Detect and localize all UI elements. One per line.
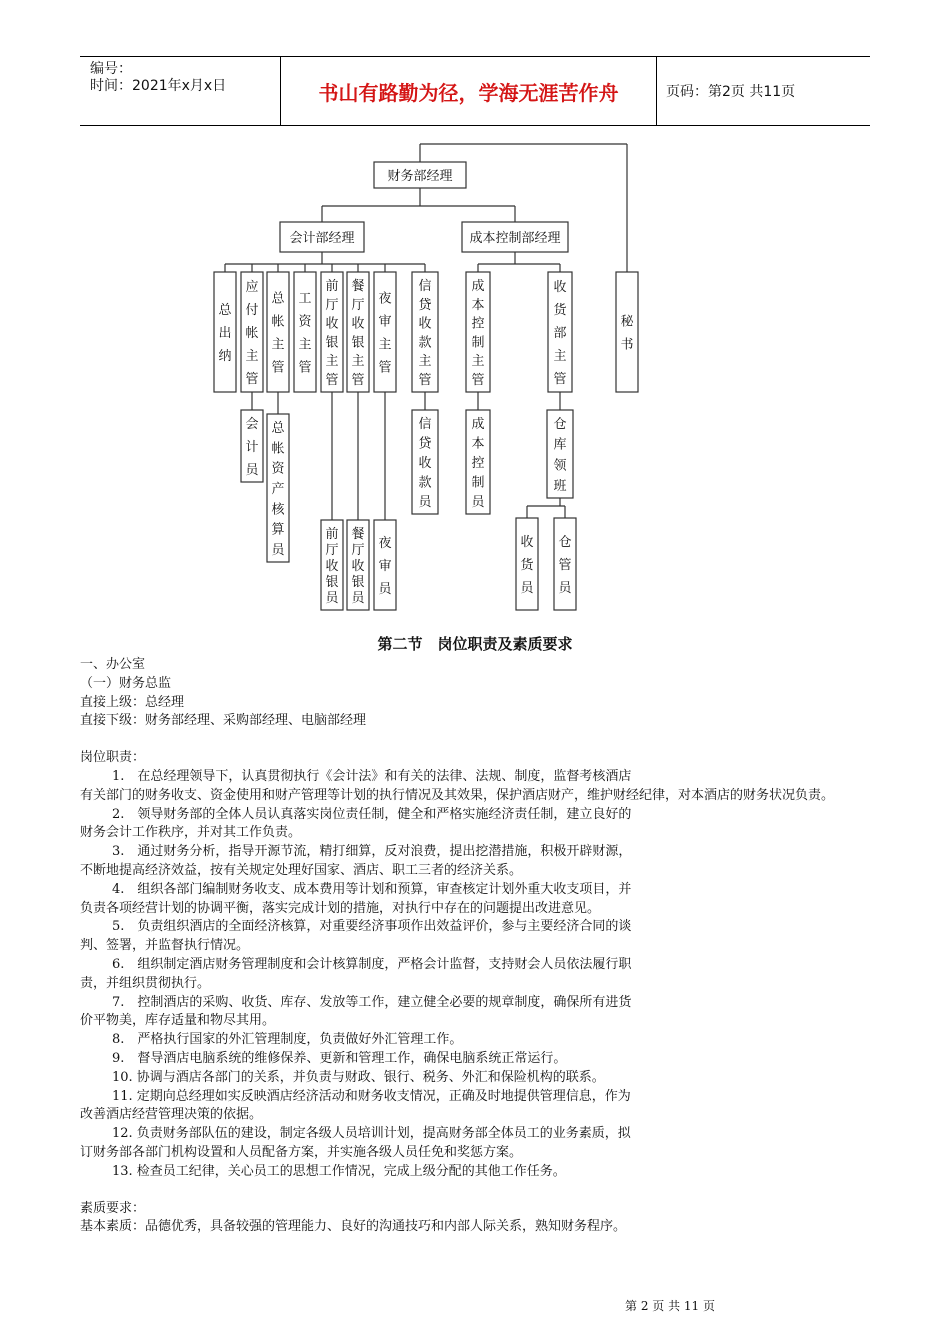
svg-text:员: 员 (418, 495, 432, 510)
svg-text:书: 书 (620, 337, 634, 353)
org-box-accounting-unit (241, 272, 263, 392)
duty-item-continuation: 责，并组织贯彻执行。 (80, 975, 211, 991)
duty-item: 9. 督导酒店电脑系统的维修保养、更新和管理工作，确保电脑系统正常运行。 (112, 1050, 567, 1066)
svg-text:银: 银 (325, 575, 339, 590)
duty-item-continuation: 不断地提高经济效益，按有关规定处理好国家、酒店、职工三者的经济关系。 (80, 862, 523, 878)
org-box-cost-manager (462, 222, 568, 252)
svg-text:员: 员 (520, 581, 534, 596)
org-box-accounting-unit (214, 272, 236, 392)
svg-text:产: 产 (271, 482, 285, 497)
svg-text:员: 员 (471, 495, 485, 510)
svg-text:帐: 帐 (271, 441, 285, 457)
svg-text:主: 主 (553, 349, 567, 364)
svg-text:主: 主 (325, 354, 339, 370)
svg-text:成本控制部经理: 成本控制部经理 (469, 231, 561, 246)
svg-text:主: 主 (418, 354, 432, 370)
org-box-accounting-unit (267, 272, 289, 392)
duty-item: 11. 定期向总经理如实反映酒店经济活动和财务收支情况，正确及时地提供管理信息，作为 (112, 1088, 631, 1104)
svg-text:货: 货 (520, 558, 534, 573)
svg-text:管: 管 (418, 373, 432, 388)
svg-text:厅: 厅 (325, 297, 339, 313)
basic-quality: 基本素质：品德优秀，具备较强的管理能力、良好的沟通技巧和内部人际关系，熟知财务程序。 (80, 1219, 627, 1235)
svg-text:控: 控 (471, 456, 485, 471)
duty-item: 13. 检查员工纪律，关心员工的思想工作情况，完成上级分配的其他工作任务。 (112, 1163, 566, 1179)
org-box-staff (412, 410, 438, 514)
duties-heading: 岗位职责： (80, 750, 146, 766)
svg-text:制: 制 (471, 335, 485, 351)
svg-text:餐: 餐 (351, 527, 365, 542)
duty-item-continuation: 订财务部各部门机构设置和人员配备方案，并实施各级人员任免和奖惩方案。 (80, 1144, 523, 1160)
org-box-staff (547, 410, 573, 498)
svg-text:成: 成 (471, 279, 485, 294)
duty-item: 2. 领导财务部的全体人员认真落实岗位责任制，健全和严格实施经济责任制，建立良好的 (112, 806, 632, 822)
svg-text:前: 前 (325, 527, 339, 542)
svg-text:帐: 帐 (245, 326, 259, 341)
duty-item-continuation: 判、签署，并监督执行情况。 (80, 938, 250, 954)
quality-heading: 素质要求： (80, 1200, 146, 1216)
duty-item-continuation: 改善酒店经营管理决策的依据。 (80, 1107, 263, 1123)
svg-text:款: 款 (418, 475, 432, 491)
direct-superior: 直接上级：总经理 (80, 694, 185, 710)
duty-item: 1. 在总经理领导下，认真贯彻执行《会计法》和有关的法律、法规、制度，监督考核酒店 (112, 768, 632, 784)
duty-item: 5. 负责组织酒店的全面经济核算，对重要经济事项作出效益评价，参与主要经济合同的谈 (112, 919, 632, 935)
position-title: （一）财务总监 (80, 675, 172, 691)
svg-text:收: 收 (418, 456, 432, 471)
org-box-cost-unit (548, 272, 572, 392)
svg-text:信: 信 (418, 279, 432, 294)
svg-text:秘: 秘 (620, 314, 634, 330)
duty-item: 10. 协调与酒店各部门的关系，并负责与财政、银行、税务、外汇和保险机构的联系。 (112, 1069, 605, 1085)
header-page-label: 页码：第2页 共11页 (666, 84, 796, 100)
org-box-accounting-unit (374, 272, 396, 392)
svg-text:管: 管 (471, 373, 485, 388)
svg-text:审: 审 (378, 314, 392, 330)
org-box-staff (374, 520, 396, 610)
svg-text:帐: 帐 (271, 314, 285, 330)
svg-text:制: 制 (471, 475, 485, 491)
svg-text:收: 收 (418, 316, 432, 332)
svg-text:领: 领 (553, 458, 567, 474)
svg-text:管: 管 (298, 360, 312, 376)
svg-text:控: 控 (471, 316, 485, 332)
svg-text:仓: 仓 (558, 535, 572, 550)
svg-text:财务部经理: 财务部经理 (387, 169, 453, 184)
org-boxes (214, 162, 638, 610)
svg-text:主: 主 (378, 337, 392, 353)
direct-subordinates: 直接下级：财务部经理、采购部经理、电脑部经理 (80, 713, 367, 729)
duty-item: 8. 严格执行国家的外汇管理制度，负责做好外汇管理工作。 (112, 1032, 463, 1048)
svg-text:管: 管 (271, 360, 285, 376)
svg-text:款: 款 (418, 335, 432, 351)
svg-text:收: 收 (553, 280, 567, 295)
svg-text:夜: 夜 (378, 291, 392, 307)
org-box-secretary (616, 272, 638, 392)
org-box-staff (466, 410, 490, 514)
header-meta (80, 57, 290, 129)
svg-text:管: 管 (245, 372, 259, 387)
svg-text:纳: 纳 (218, 349, 232, 364)
duties-list (80, 768, 870, 1182)
svg-text:主: 主 (271, 337, 285, 353)
org-box-cost-unit (466, 272, 490, 392)
svg-text:主: 主 (245, 349, 259, 364)
svg-text:本: 本 (471, 436, 485, 452)
svg-text:算: 算 (271, 522, 285, 538)
document-number-label: 编号： (90, 61, 132, 77)
org-box-accounting-manager (280, 222, 364, 252)
svg-text:贷: 贷 (418, 436, 432, 452)
duty-item-continuation: 有关部门的财务收支、资金使用和财产管理等计划的执行情况及其效果，保护酒店财产，维护财经纪律，对本酒店的财务状况负责。 (80, 787, 835, 803)
svg-text:应: 应 (245, 280, 259, 295)
svg-text:收: 收 (351, 316, 365, 332)
duty-item: 12. 负责财务部队伍的建设，制定各级人员培训计划，提高财务部全体员工的业务素质，拟 (112, 1126, 631, 1142)
svg-text:总: 总 (271, 421, 285, 436)
svg-text:部: 部 (553, 326, 567, 341)
svg-text:收: 收 (325, 316, 339, 332)
org-box-staff (267, 414, 289, 562)
svg-text:主: 主 (298, 337, 312, 353)
svg-text:计: 计 (245, 440, 259, 455)
svg-text:付: 付 (245, 303, 259, 318)
svg-text:总: 总 (271, 291, 285, 307)
svg-text:管: 管 (351, 373, 365, 388)
svg-text:审: 审 (378, 559, 392, 574)
org-box-staff (516, 518, 538, 610)
duty-item-continuation: 价平物美，库存适量和物尽其用。 (80, 1013, 276, 1029)
svg-text:资: 资 (298, 314, 312, 330)
svg-text:前: 前 (325, 279, 339, 294)
svg-text:收: 收 (351, 559, 365, 574)
org-box-root (374, 162, 466, 188)
svg-text:员: 员 (245, 463, 259, 478)
svg-text:员: 员 (558, 581, 572, 596)
svg-text:夜: 夜 (378, 536, 392, 551)
svg-text:会计部经理: 会计部经理 (289, 231, 355, 246)
svg-text:资: 资 (271, 461, 285, 477)
document-time-label: 时间：2021年x月x日 (90, 78, 227, 94)
svg-text:信: 信 (418, 417, 432, 432)
org-box-staff (347, 520, 369, 610)
duty-item-continuation: 负责各项经营计划的协调平衡，落实完成计划的措施，对执行中存在的问题提出改进意见。 (80, 900, 601, 916)
duty-item-continuation: 财务会计工作秩序，并对其工作负责。 (80, 825, 302, 841)
svg-text:餐: 餐 (351, 279, 365, 294)
org-chart (0, 130, 950, 620)
svg-text:出: 出 (218, 326, 232, 341)
svg-text:库: 库 (553, 437, 567, 453)
header-motto: 书山有路勤为径，学海无涯苦作舟 (280, 57, 657, 125)
office-heading: 一、办公室 (80, 657, 146, 672)
svg-text:主: 主 (351, 354, 365, 370)
svg-text:银: 银 (325, 335, 339, 351)
svg-text:主: 主 (471, 354, 485, 370)
page-header (80, 56, 870, 126)
duty-item: 6. 组织制定酒店财务管理制度和会计核算制度，严格会计监督，支持财会人员依法履行职 (112, 956, 632, 972)
svg-text:厅: 厅 (351, 297, 365, 313)
svg-text:会: 会 (245, 417, 259, 432)
section-title: 第二节 岗位职责及素质要求 (377, 635, 573, 653)
duty-item: 4. 组织各部门编制财务收支、成本费用等计划和预算，审查核定计划外重大收支项目，并 (112, 881, 632, 897)
svg-text:管: 管 (553, 372, 567, 387)
page-footer: 第 2 页 共 11 页 (625, 1299, 715, 1313)
org-box-accounting-unit (412, 272, 438, 392)
duty-item: 7. 控制酒店的采购、收货、库存、发放等工作，建立健全必要的规章制度，确保所有进货 (112, 994, 632, 1010)
svg-text:员: 员 (351, 591, 365, 606)
svg-text:收: 收 (325, 559, 339, 574)
svg-text:货: 货 (553, 303, 567, 318)
org-box-staff (554, 518, 576, 610)
svg-text:银: 银 (351, 335, 365, 351)
org-box-staff (241, 410, 263, 482)
svg-text:收: 收 (520, 535, 534, 550)
duty-item: 3. 通过财务分析，指导开源节流，精打细算，反对浪费，提出挖潜措施，积极开辟财源， (112, 844, 632, 860)
svg-text:管: 管 (558, 558, 572, 573)
org-box-accounting-unit (321, 272, 343, 392)
svg-text:成: 成 (471, 417, 485, 432)
svg-text:贷: 贷 (418, 297, 432, 313)
svg-text:管: 管 (378, 360, 392, 376)
svg-text:班: 班 (553, 479, 567, 494)
svg-text:员: 员 (271, 543, 285, 558)
svg-text:员: 员 (378, 582, 392, 597)
svg-text:管: 管 (325, 373, 339, 388)
svg-text:厅: 厅 (325, 543, 339, 558)
org-box-accounting-unit (294, 272, 316, 392)
svg-text:本: 本 (471, 297, 485, 313)
org-box-staff (321, 520, 343, 610)
svg-text:仓: 仓 (553, 417, 567, 432)
document-body (80, 656, 870, 1237)
svg-text:核: 核 (271, 502, 285, 518)
svg-text:员: 员 (325, 591, 339, 606)
svg-text:厅: 厅 (351, 543, 365, 558)
svg-text:工: 工 (298, 291, 312, 307)
svg-text:银: 银 (351, 575, 365, 590)
org-box-accounting-unit (347, 272, 369, 392)
svg-text:总: 总 (218, 303, 232, 318)
